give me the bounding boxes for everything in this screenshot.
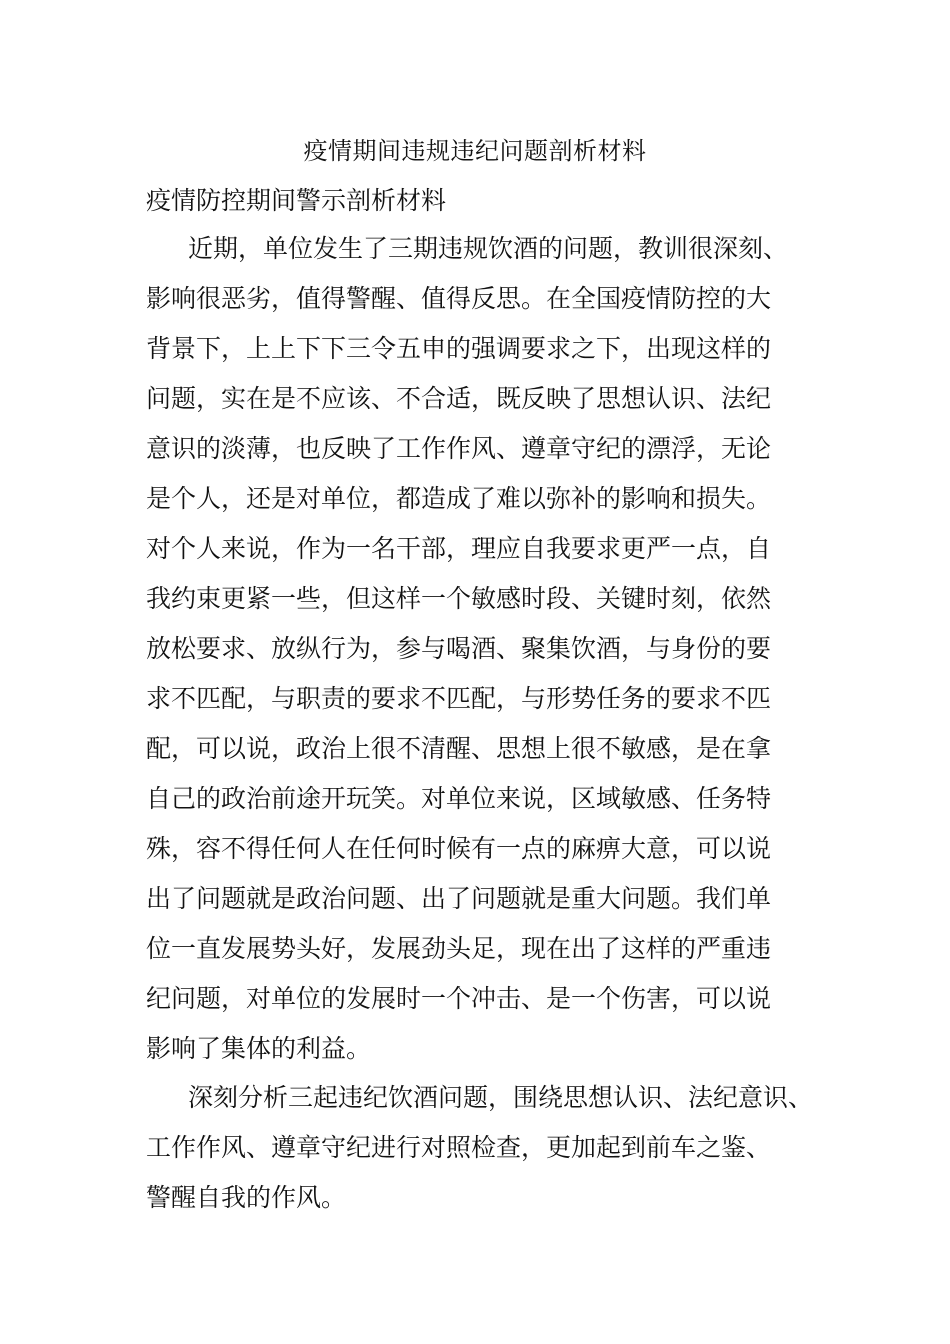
paragraph-line: 意识的淡薄，也反映了工作作风、遵章守纪的漂浮，无论 — [146, 434, 772, 463]
paragraph-line: 影响很恶劣，值得警醒、值得反思。在全国疫情防控的大 — [146, 284, 772, 313]
paragraph-line: 是个人，还是对单位，都造成了难以弥补的影响和损失。 — [146, 484, 772, 513]
paragraph-line: 自己的政治前途开玩笑。对单位来说，区域敏感、任务特 — [146, 784, 772, 813]
paragraph-line: 问题，实在是不应该、不合适，既反映了思想认识、法纪 — [146, 384, 772, 413]
paragraph-line: 警醒自我的作风。 — [146, 1183, 347, 1212]
paragraph-line: 放松要求、放纵行为，参与喝酒、聚集饮酒，与身份的要 — [146, 634, 772, 663]
paragraph-line: 背景下，上上下下三令五申的强调要求之下，出现这样的 — [146, 334, 772, 363]
paragraph-line: 位一直发展势头好，发展劲头足，现在出了这样的严重违 — [146, 934, 772, 963]
paragraph-line: 工作作风、遵章守纪进行对照检查，更加起到前车之鉴、 — [146, 1133, 772, 1162]
paragraph-2 — [146, 1073, 813, 1223]
paragraph-line: 近期，单位发生了三期违规饮酒的问题，教训很深刻、 — [188, 234, 789, 263]
paragraph-line: 求不匹配，与职责的要求不匹配，与形势任务的要求不匹 — [146, 684, 772, 713]
paragraph-line: 对个人来说，作为一名干部，理应自我要求更严一点，自 — [146, 534, 772, 563]
paragraph-line: 配，可以说，政治上很不清醒、思想上很不敏感，是在拿 — [146, 734, 772, 763]
paragraph-line: 我约束更紧一些，但这样一个敏感时段、关键时刻，依然 — [146, 584, 772, 613]
paragraph-line: 纪问题，对单位的发展时一个冲击、是一个伤害，可以说 — [146, 984, 772, 1013]
paragraph-line: 出了问题就是政治问题、出了问题就是重大问题。我们单 — [146, 884, 772, 913]
paragraph-1 — [146, 224, 788, 1074]
paragraph-line: 影响了集体的利益。 — [146, 1034, 372, 1063]
paragraph-line: 殊，容不得任何人在任何时候有一点的麻痹大意，可以说 — [146, 834, 772, 863]
paragraph-line: 深刻分析三起违纪饮酒问题，围绕思想认识、法纪意识、 — [188, 1083, 814, 1112]
document-subtitle: 疫情防控期间警示剖析材料 — [146, 186, 447, 215]
document-title: 疫情期间违规违纪问题剖析材料 — [303, 137, 647, 165]
